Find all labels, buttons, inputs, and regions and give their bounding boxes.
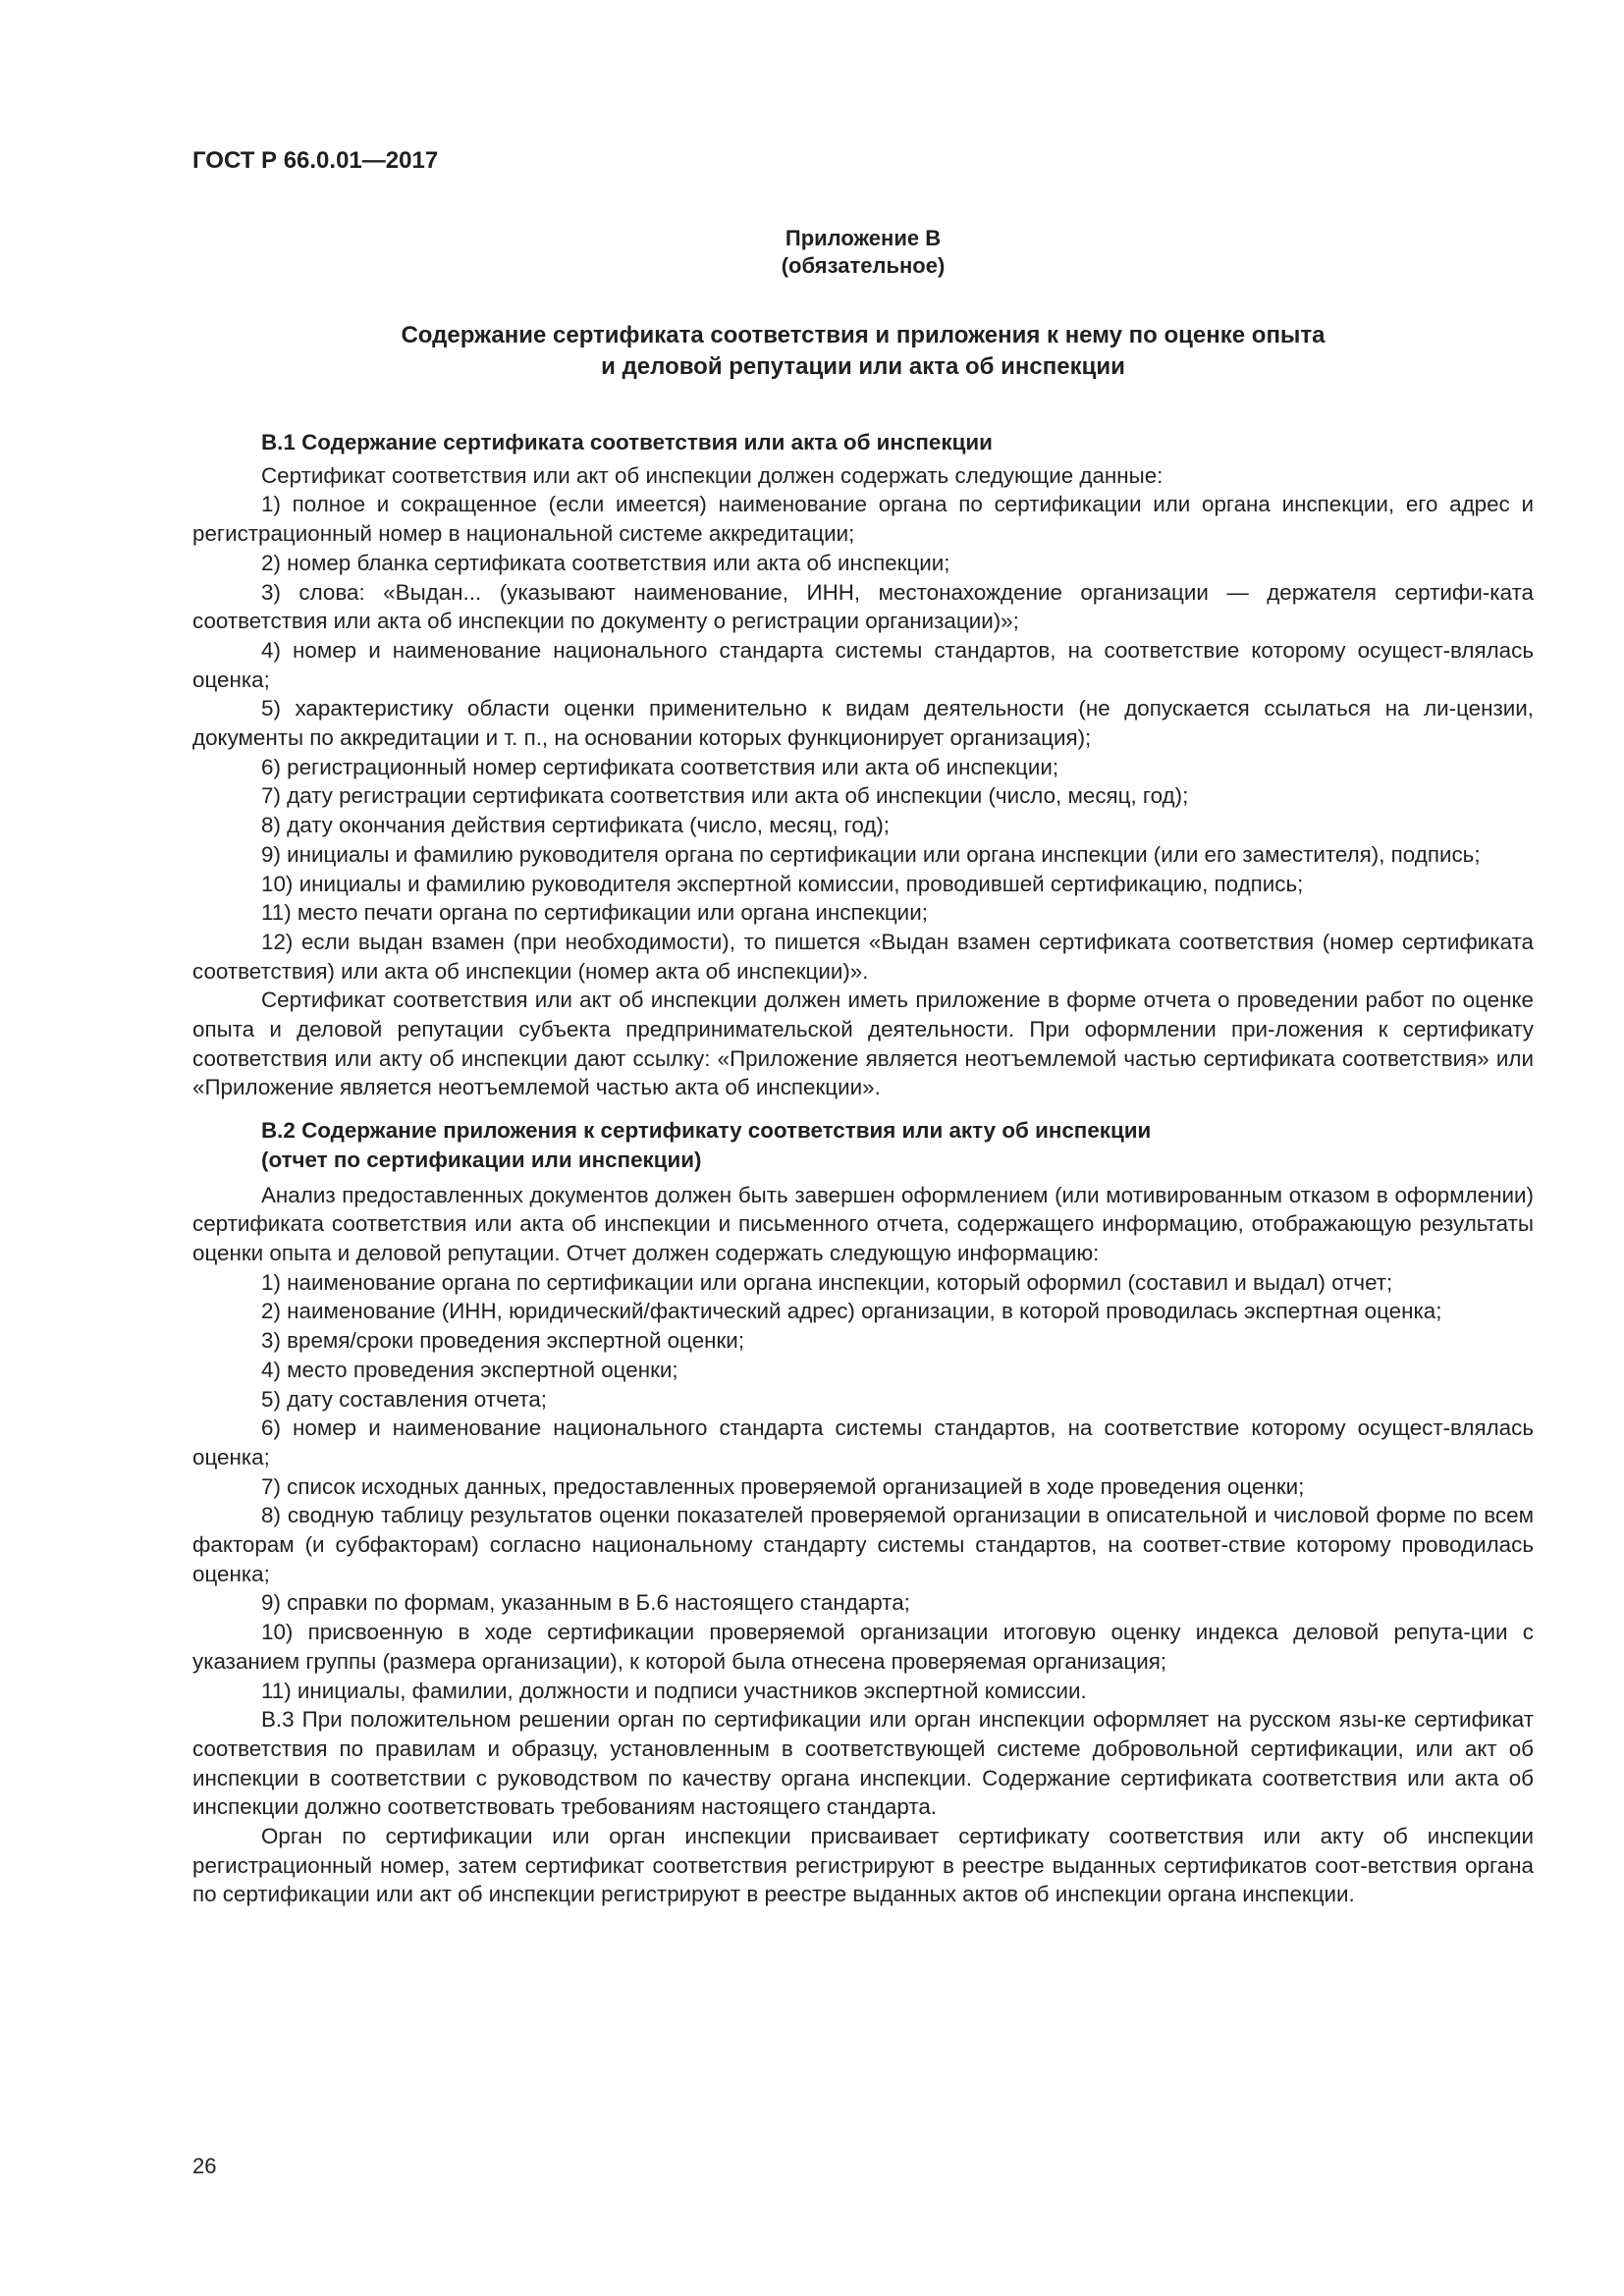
list-item: 2) номер бланка сертификата соответствия или акта об инспекции; <box>261 550 950 575</box>
list-item: 11) инициалы, фамилии, должности и подписи участников экспертной комиссии. <box>261 1678 1087 1703</box>
page-number: 26 <box>192 2154 217 2178</box>
list-item: 8) дату окончания действия сертификата (число, месяц, год); <box>261 813 891 838</box>
list-item: 4) место проведения экспертной оценки; <box>261 1357 678 1382</box>
section-2-heading-line1: В.2 Содержание приложения к сертификату соответствия или акту об инспекции <box>261 1118 1152 1144</box>
document-body <box>192 428 1534 1909</box>
list-item: 9) инициалы и фамилию руководителя органа по сертификации или органа инспекции (или его заместителя), подпись; <box>261 841 1481 867</box>
list-item: 10) присвоенную в ходе сертификации проверяемой организации итоговую оценку индекса деловой репута-ции с указанием группы (размера организации), к которой была отнесена проверяемая организация; <box>192 1620 1534 1674</box>
list-item: 8) сводную таблицу результатов оценки показателей проверяемой организации в описательной и числовой форме по всем факторам (и субфакторам) согласно национальному стандарту системы стандартов, на соответ-ствие которому проводилась оценка; <box>192 1503 1534 1586</box>
list-item: 12) если выдан взамен (при необходимости), то пишется «Выдан взамен сертификата соответствия (номер сертификата соответствия) или акта об инспекции (номер акта об инспекции)». <box>192 929 1534 984</box>
list-item: 10) инициалы и фамилию руководителя экспертной комиссии, проводившей сертификацию, подпись; <box>261 871 1304 896</box>
document-code: ГОСТ Р 66.0.01—2017 <box>192 147 439 174</box>
paragraph: Анализ предоставленных документов должен быть завершен оформлением (или мотивированным отказом в оформлении) сертификата соответствия или акта об инспекции и письменного отчета, содержащего информацию, отображающую результаты оценки опыта и деловой репутации. Отчет должен содержать следующую информацию: <box>192 1182 1534 1265</box>
section-2-heading-line2: (отчет по сертификации или инспекции) <box>261 1147 702 1172</box>
list-item: 2) наименование (ИНН, юридический/фактический адрес) организации, в которой проводилась экспертная оценка; <box>261 1299 1442 1324</box>
paragraph: Сертификат соответствия или акт об инспекции должен иметь приложение в форме отчета о проведении работ по оценке опыта и деловой репутации субъекта предпринимательской деятельности. При оформлении при-ложения к сертификату соответствия или акту об инспекции дают ссылку: «Приложение является неотъемлемой частью сертификата соответствия» или «Приложение является неотъемлемой частью акта об инспекции». <box>192 988 1534 1100</box>
paragraph: Орган по сертификации или орган инспекции присваивает сертификату соответствия или акту об инспекции регистрационный номер, затем сертификат соответствия регистрируют в реестре выданных сертификатов соот-ветствия органа по сертификации или акт об инспекции регистрируют в реестре выданных актов об инспекции органа инспекции. <box>192 1824 1534 1907</box>
section-1-heading: В.1 Содержание сертификата соответствия или акта об инспекции <box>261 430 993 454</box>
annex-heading <box>192 320 1534 383</box>
list-item: 1) полное и сокращенное (если имеется) наименование органа по сертификации или органа инспекции, его адрес и регистрационный номер в национальной системе аккредитации; <box>192 492 1534 547</box>
list-item: 7) дату регистрации сертификата соответствия или акта об инспекции (число, месяц, год); <box>261 783 1189 809</box>
list-item: 3) слова: «Выдан... (указывают наименование, ИНН, местонахождение организации — держателя сертифи-ката соответствия или акта об инспекции по документу о регистрации организации)»; <box>192 579 1534 634</box>
section-2-heading <box>192 1116 1534 1174</box>
list-item: 6) регистрационный номер сертификата соответствия или акта об инспекции; <box>261 754 1059 779</box>
list-item: 7) список исходных данных, предоставленных проверяемой организацией в ходе проведения оценки; <box>261 1473 1305 1499</box>
list-item: 3) время/сроки проведения экспертной оценки; <box>261 1328 745 1354</box>
annex-title-block <box>192 225 1534 280</box>
annex-heading-line1: Содержание сертификата соответствия и приложения к нему по оценке опыта <box>401 322 1326 348</box>
annex-status: (обязательное) <box>781 253 946 278</box>
list-item: 11) место печати органа по сертификации или органа инспекции; <box>261 900 928 926</box>
list-item: 4) номер и наименование национального стандарта системы стандартов, на соответствие которому осущест-влялась оценка; <box>192 637 1534 692</box>
paragraph: В.3 При положительном решении орган по сертификации или орган инспекции оформляет на русском язы-ке сертификат соответствия по правилам и образцу, установленным в соответствующей системе добровольной сертификации, или акт об инспекции в соответствии с руководством по качеству органа инспекции. Содержание сертификата соответствия или акта об инспекции должно соответствовать требованиям настоящего стандарта. <box>192 1707 1534 1820</box>
list-item: 5) дату составления отчета; <box>261 1386 548 1412</box>
list-item: 6) номер и наименование национального стандарта системы стандартов, на соответствие которому осущест-влялась оценка; <box>192 1415 1534 1469</box>
paragraph: Сертификат соответствия или акт об инспекции должен содержать следующие данные: <box>261 462 1164 488</box>
annex-title: Приложение В <box>785 226 942 250</box>
annex-heading-line2: и деловой репутации или акта об инспекции <box>601 353 1125 380</box>
list-item: 9) справки по формам, указанным в Б.6 настоящего стандарта; <box>261 1590 910 1616</box>
list-item: 5) характеристику области оценки применительно к видам деятельности (не допускается ссылаться на ли-цензии, документы по аккредитации и т. п., на основании которых функционирует организация); <box>192 696 1534 751</box>
list-item: 1) наименование органа по сертификации или органа инспекции, который оформил (составил и выдал) отчет; <box>261 1269 1393 1295</box>
